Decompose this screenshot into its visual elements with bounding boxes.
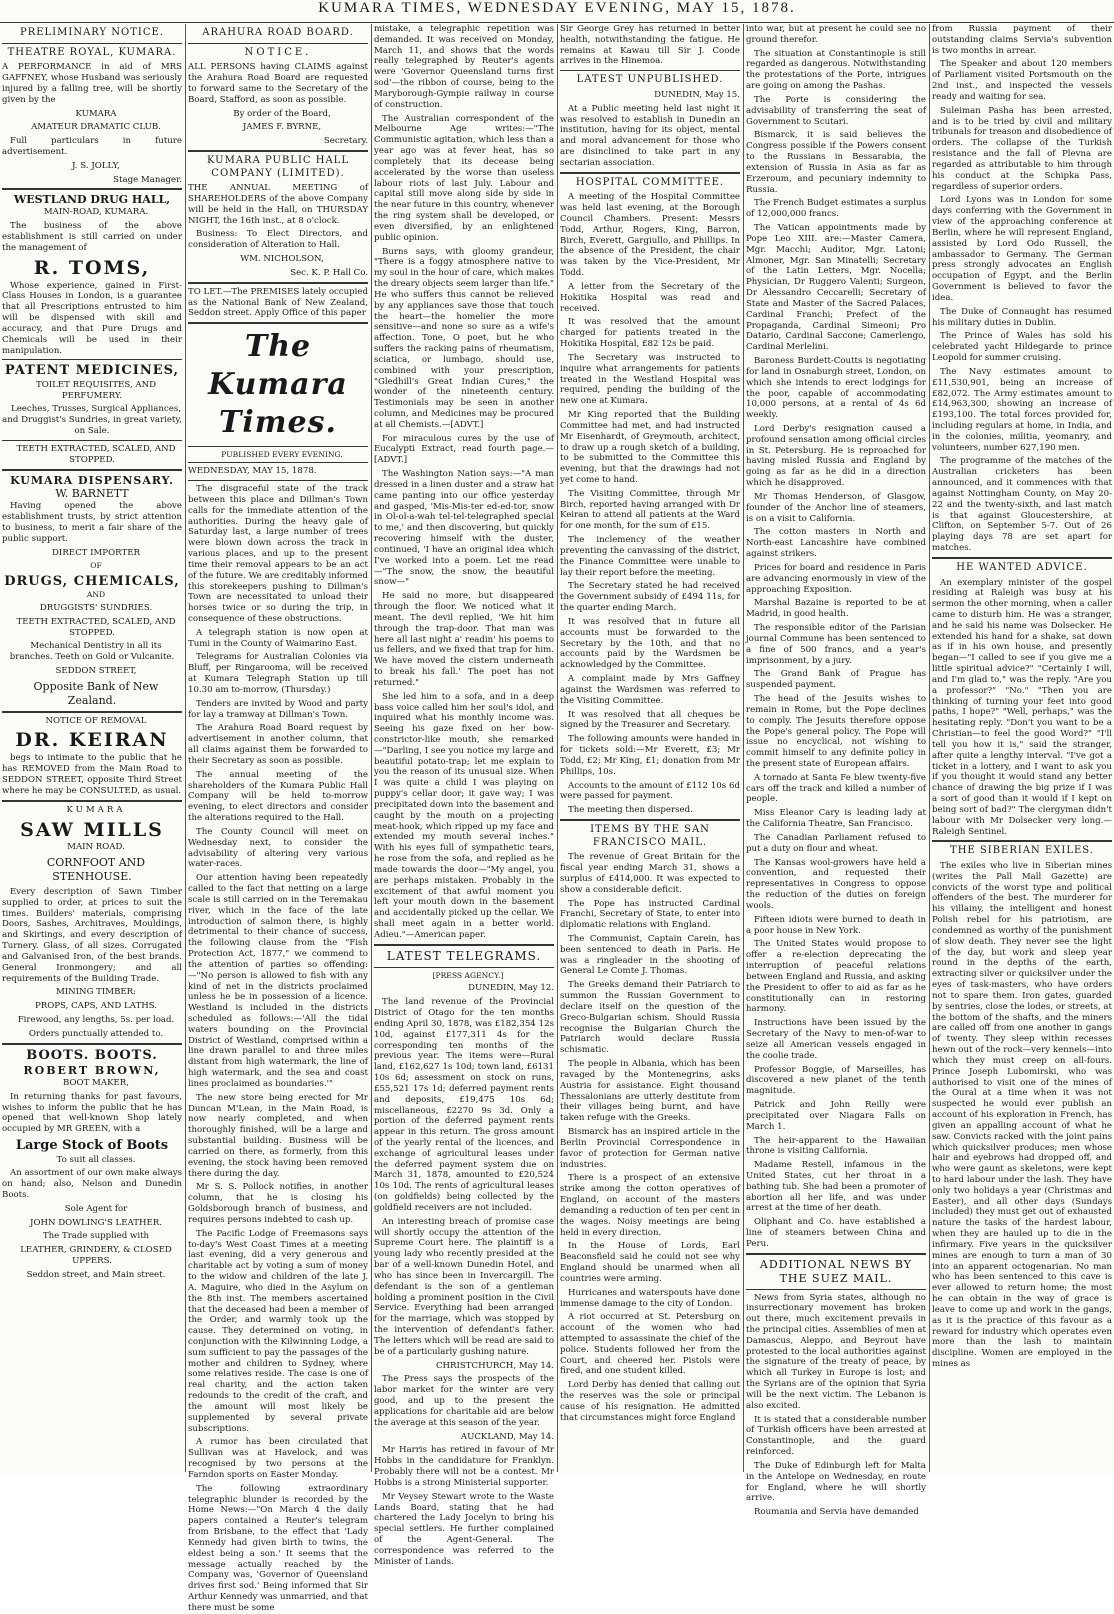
ad-heading: R. TOMS, <box>33 256 151 279</box>
column-4 <box>560 24 740 1472</box>
article-paragraph: The Prince of Wales has sold his celebrated yacht Hildegarde to prince Leopold for summer cruising. <box>932 331 1112 364</box>
ad-body: Full particulars in future advertisement. <box>2 136 182 157</box>
article-paragraph: The Press says the prospects of the labor market for the winter are very good, and up to the present the applications for charitable aid are below the average at this season of the year. <box>374 1374 554 1428</box>
ad-text: DIRECT IMPORTER <box>52 547 140 558</box>
ad-text: To suit all classes. <box>56 1154 136 1165</box>
ad-body: In returning thanks for past favours, wishes to inform the public that he has opened that well-known Shop lately occupied by MR GREEN, with a <box>2 1091 182 1135</box>
article-paragraph: The disgraceful state of the track between this place and Dillman's Town calls for the immediate attention of the authorities. During the heavy gale of Saturday last, a large number of trees were blown down across the track in various places, and up to the present time their removal appears to be an act of the future. We are creditably informed this storekeepers pushing to Dillman's Town are necessitated to unload their horses twice or so during the trip, in consequence of these obstructions. <box>188 484 368 624</box>
ad-body: Whose experience, gained in First-Class Houses in London, is a guarantee that all Prescriptions entrusted to him will be dispensed with skill and accuracy, and that Pure Drugs and Chemicals will be used in their manipulation. <box>2 280 182 356</box>
article-paragraph: A tornado at Santa Fe blew twenty-five cars off the track and killed a number of people. <box>746 772 926 805</box>
article-paragraph: Accounts to the amount of £112 10s 6d were passed for payment. <box>560 780 740 802</box>
column-rule <box>557 24 558 1472</box>
article-paragraph: The following amounts were handed in for tickets sold:—Mr Everett, £3; Mr Todd, £2; Mr King, £1; donation from Mr Phillips, 10s. <box>560 734 740 777</box>
ad-text: By order of the Board, <box>233 108 331 119</box>
article-paragraph: mistake, a telegraphic repetition was demanded. It was received on Monday, March 11, and shows that the words really telegraphed by Reuter's agents were 'Governor Queensland turns first sod'—the ribbon of course, being to the Maryborough-Gympie railway in course of construction. <box>374 24 554 110</box>
ad-body: Business: To Elect Directors, and consideration of Alteration to Hall. <box>188 229 368 251</box>
ad-text: MAIN-ROAD, KUMARA. <box>43 207 149 218</box>
ad-heading: DRUGS, CHEMICALS, <box>4 573 180 589</box>
article-paragraph: The French Budget estimates a surplus of 12,000,000 francs. <box>746 198 926 220</box>
article-paragraph: The responsible editor of the Parisian journal Commune has been sentenced to a fine of 500 francs, and a year's imprisonment, by a jury. <box>746 623 926 666</box>
section-heading: LATEST TELEGRAMS. <box>386 948 542 963</box>
ad-text: LEATHER, GRINDERY, & CLOSED UPPERS. <box>20 1245 172 1267</box>
article-paragraph: The Kansas wool-growers have held a convention, and requested their representatives in Congress to oppose the reduction of the duties on foreign wools. <box>746 857 926 911</box>
article-paragraph: The heir-apparent to the Hawaiian throne is visiting California. <box>746 1135 926 1157</box>
article-paragraph: He said no more, but disappeared through the floor. We noticed what it meant. The devil replied, 'We hit him through the trap-door. That man was here all last night a' readin' his poems to us fellers, and we fixed that trap for him. We have moved the cistern underneath to break his fall.' The poet has not returned." <box>374 591 554 688</box>
article-paragraph: Mr Harris has retired in favour of Mr Hobbs in the candidature for Franklyn. Probably there will not be a contest. Mr Hobbs is a strong Ministerial supporter. <box>374 1445 554 1488</box>
article-paragraph: Hurricanes and waterspouts have done immense damage to the city of London. <box>560 1287 740 1309</box>
page-header: KUMARA TIMES, WEDNESDAY EVENING, MAY 15, 1878. <box>0 0 1114 23</box>
article-paragraph: The annual meeting of the shareholders of the Kumara Public Hall Company will be held to-morrow evening, to elect directors and consider the alterations required to the Hall. <box>188 769 368 824</box>
ad-text: BOOT MAKER, <box>63 1077 129 1088</box>
ad-heading: PATENT MEDICINES, <box>4 363 180 379</box>
ad-signature: Secretary. <box>323 136 368 147</box>
ad-body: THE ANNUAL MEETING of SHAREHOLDERS of the above Company will be held in the Hall, on THURSDAY NIGHT, the 16th inst., at 8 o'clock. <box>188 183 368 226</box>
column-6 <box>932 24 1112 1472</box>
dateline: AUCKLAND, May 14. <box>460 1431 554 1442</box>
ad-body: Leeches, Trusses, Surgical Appliances, and Druggist's Sundries, in great variety, on Sale. <box>2 404 182 437</box>
ad-heading: Large Stock of Boots <box>15 1138 169 1154</box>
ad-body: A PERFORMANCE in aid of MRS GAFFNEY, whose Husband was seriously injured by a falling tree, will be shortly given by the <box>2 62 182 105</box>
article-paragraph: A riot occurred at St. Petersburg on account of the women who had attempted to assassinate the chief of the police. Students followed her from the Court, and cheered her. Pistols were fired, and one student killed. <box>560 1312 740 1377</box>
ad-text: Sole Agent for <box>64 1203 128 1214</box>
column-rule <box>185 24 186 1472</box>
article-paragraph: The Arahura Road Board request by advertisement in another column, that all claims against them be forwarded to their Secretary as soon as possible. <box>188 723 368 766</box>
section-heading: ADDITIONAL NEWS BY THE SUEZ MAIL. <box>759 1257 913 1285</box>
article-paragraph: Lord Derby has denied that calling out the reserves was the sole or principal cause of his resignation. He admitted that circumstances might force England <box>560 1380 740 1423</box>
article-paragraph: from Russia payment of their outstanding claims Servia's subvention is two months in arrear. <box>932 24 1112 56</box>
dateline: CHRISTCHURCH, May 14. <box>435 1360 554 1371</box>
ad-heading: THEATRE ROYAL, KUMARA. <box>7 46 177 58</box>
ad-body: ALL PERSONS having CLAIMS against the Arahura Road Board are requested to forward same to the Secretary of the Board, Stafford, as soon as possible. <box>188 62 368 105</box>
article-paragraph: Telegrams for Australian Colonies via Bluff, per Ringarooma, will be received at Kumara Telegraph Station up till 10.30 am to-morrow, (Thursday.) <box>188 652 368 695</box>
article-paragraph: News from Syria states, although no insurrectionary movement has broken out there, much excitement prevails in the principal cities. Assemblies of men at Damascus, Aleppo, and Beyrout have protested to the local authorities against the signature of the treaty of peace, by which all Turkey in Europe is lost; and the Syrians are of the opinion that Syria will be the next victim. The Lebanon is also excited. <box>746 1292 926 1411</box>
article-paragraph: The new store being erected for Mr Duncan M'Lean, in the Main Road, is now nearly completed, and when thoroughly finished, will be a large and substantial building. Business will be carried on there, as formerly, from this evening, the stock having been removed there during the day. <box>188 1092 368 1179</box>
article-paragraph: A letter from the Secretary of the Hokitika Hospital was read and received. <box>560 281 740 314</box>
article-paragraph: The exiles who live in Siberian mines (writes the Pall Mall Gazette) are convicts of the worst type and political offenders of the best. The murderer for his villainy, the intelligent and honest Polish rebel for his patriotism, are condemned as worthy of the punishment of slow death. They never see the light of the day, but work and sleep year round in the depths of the earth, extracting silver or quicksilver under the eyes of task-masters, who have orders not to spare them. Iron gates, guarded by sentries, close the lodes, or streets, at the bottom of the shafts, and the miners are called off from one another in gangs of twenty. They sleep within recesses hewn out of the rock—very kennels—into which they must creep on all-fours. Prince Joseph Lubomirski, who was authorised to visit one of the mines of the Oural at a time when it was not suspected he would ever publish an account of his exploration in French, has given an appalling account of what he saw. Convicts racked with the joint pains which quicksilver produces; men whose hair and eyebrows had dropped off, and who were gaunt as skeletons, were kept to hard labour under the lash. They have only two holidays a year (Christmas and Easter), and all other days (Sundays included) they must get out of exhausted nature the tasks of the hardest labour, when they are hauled up to die in the infirmary. Five years in the quicksilver mines are enough to turn a man of 30 into an apparent octogenarian. No man who has been sentenced to this cave is ever allowed to return home; the most he can obtain in the way of grace is leave to come up and work in the gangs, as it is the practice of this favour as a reward for industry which operates even more than the lash to maintain discipline. Women are employed in the mines as <box>932 860 1112 1370</box>
article-paragraph: Professor Boggie, of Marseilles, has discovered a new planet of the tenth magnitude. <box>746 1064 926 1097</box>
article-paragraph: The Navy estimates amount to £11,530,901, being an increase of £82,072. The Army estimates amount to £14,963,300, showing an increase of £193,100. The total forces provided for, including regulars at home, in India, and in the colonies, militia, yeomanry, and volunteers, number 627,190 men. <box>932 366 1112 453</box>
article-paragraph: The Communist, Captain Carein, has been sentenced to death in Paris. He was a ringleader in the shooting of General Le Comte J. Thomas. <box>560 934 740 977</box>
ad-text: AMATEUR DRAMATIC CLUB. <box>31 122 161 133</box>
ad-heading: CORNFOOT AND STENHOUSE. <box>46 856 146 884</box>
article-paragraph: In the House of Lords, Earl Beaconsfield said he could not see why England should be unarmed when all countries were arming. <box>560 1241 740 1284</box>
ad-heading: ARAHURA ROAD BOARD. <box>202 27 354 38</box>
article-paragraph: The Grand Bank of Prague has suspended payment. <box>746 669 926 691</box>
ad-heading: NOTICE OF REMOVAL <box>45 715 147 726</box>
ad-text: TOILET REQUISITES, AND PERFUMERY. <box>36 379 156 401</box>
article-paragraph: The Canadian Parliament refused to put a duty on flour and wheat. <box>746 832 926 854</box>
column-rule <box>371 24 372 1472</box>
article-paragraph: Mr King reported that the Building Committee had met, and had instructed Mr Eisenhardt, of Greymouth, architect, to draw up a rough sketch of a building, to be submitted to the Committee this evening, but that the drawings had not yet come to hand. <box>560 410 740 485</box>
dateline: DUNEDIN, May 12. <box>468 983 554 994</box>
article-paragraph: The Visiting Committee, through Mr Birch, reported having arranged with Dr Keiran to attend all patients at the Ward for one month, for the sum of £15. <box>560 488 740 532</box>
article-paragraph: At a Public meeting held last night it was resolved to establish in Dunedin an institution, having for its object, mental and moral advancement for those who are disinclined to take part in any sectarian association. <box>560 103 740 168</box>
section-heading: LATEST UNPUBLISHED. <box>576 74 724 86</box>
article-paragraph: The land revenue of the Provincial District of Otago for the ten months ending April 30, 1878, was £182,354 12s 10d, against £177,311 4s for the corresponding ten months of the previous year. The items were—Rural land, £162,627 1s 10d; town land, £6131 10s 6d; assessment on stock on runs, £55,521 17s 1d; deferred payment rents and deposits, £19,475 10s 6d; miscellaneous, £2270 9s 3d. Only a portion of the deferred payment rents appear in this return. The gross amount of the yearly rental of the licences, and exchange of agricultural leases under the deferred payment system due on March 31, 1878, amounted to £20,524 10s 10d. The rents of agricultural leases (on goldfields) being collected by the goldfield receivers are not included. <box>374 997 554 1213</box>
ad-body: The business of the above establishment is still carried on under the management of <box>2 221 182 253</box>
ad-signature: Stage Manager. <box>113 174 182 185</box>
article-paragraph: The Pacific Lodge of Freemasons says to-day's West Coast Times at a meeting last evening, did a very generous and charitable act by voting a sum of money to the widow and children of the late J. A. Maguire, who died in the Asylum on the 8th inst. The members ascertained that the deceased had been a member of the Order, and warmly took up the cause. They determined on voting, in conjunction with the Kilwinning Lodge, a sum sufficient to pay the passages of the mother and children to Sydney, where some relatives reside. The case is one of real charity, and the action taken redounds to the credit of the craft, and the amount will most likely be supplemented by several private subscriptions. <box>188 1228 368 1434</box>
article-paragraph: Lord Derby's resignation caused a profound sensation among official circles in St. Petersburg. He is reproached for having misled Russia and England by going as far as he did in a direction which he disapproved. <box>746 423 926 489</box>
ad-text: Firewood, any lengths, 5s. per load. <box>17 1015 175 1026</box>
article-paragraph: She led him to a sofa, and in a deep bass voice called him her soul's idol, and inquired what his monthly income was. Seeing his gaze fixed on her bow-constrictor-like mouth, she remarked—"Darling, I see you notice my large and beautiful potato-trap; let me explain to you the reason of its unusual size. When I was quite a child I was playing on puppy's cellar door; it gave way; I was precipitated down into the basement and caught by the mouth on a projecting meat-hook, which ripped up my face and extended my mouth several inches." With his eyes full of sympathetic tears, he rose from the sofa, and replied as he made towards the door—"My angel, you are perhaps mistaken. Probably in the excitement of that awful moment you left your mouth down in the basement and accidentally picked up the cellar. We shall meet again in a better world. Adieu."—American paper. <box>374 691 554 940</box>
ad-signature: Sec. K. P. Hall Co. <box>290 267 368 278</box>
article-paragraph: The Duke of Edinburgh left for Malta in the Antelope on Wednesday, en route for England, where he will shortly arrive. <box>746 1460 926 1504</box>
article-paragraph: Lord Lyons was in London for some days conferring with the Government in view of the approaching conference at Berlin, where he will represent England, assisted by Lord Odo Russell, the ambassador to Germany. The German press strongly advocates an English occupation of Egypt, and the Berlin Government is believed to favor the idea. <box>932 195 1112 303</box>
article-paragraph: It was resolved that all cheques be signed by the Treasurer and Secretary. <box>560 709 740 731</box>
article-paragraph: Tenders are invited by Wood and party for lay a tramway at Dillman's Town. <box>188 698 368 720</box>
article-paragraph: Madame Restell, infamous in the United States, cut her throat in a bathing tub. She had been a promoter of abortion all her life, and was under arrest at the time of her death. <box>746 1160 926 1214</box>
article-paragraph: Suleiman Pasha has been arrested, and is to be tried by civil and military tribunals for treason and disobedience of orders. The collapse of the Turkish resistance and the fall of Plevna are regarded as attributable to him through his conduct at the Schipka Pass, regardless of superior orders. <box>932 105 1112 192</box>
article-paragraph: Mr S. S. Pollock notifies, in another column, that he is closing his Goldsborough branch of business, and requires persons indebted to cash up. <box>188 1182 368 1225</box>
article-paragraph: The head of the Jesuits wishes to remain in Rome, but the Pope declines to comply. The Jesuits therefore oppose the Pope's general policy. The Pope will issue no encyclical, not wishing to commit himself to any definite policy in the present state of European affairs. <box>746 694 926 769</box>
ad-text: DRUGGISTS' SUNDRIES. <box>39 602 153 613</box>
ad-text: SEDDON STREET, <box>55 666 137 677</box>
article-paragraph: The meeting then dispersed. <box>568 805 693 816</box>
article-paragraph: The inclemency of the weather preventing the canvassing of the district, the Finance Committee were unable to lay their report before the meeting. <box>560 535 740 578</box>
ad-text: OF <box>90 561 102 571</box>
article-paragraph: A rumor has been circulated that Sullivan was at Havelock, and was recognised by two persons at the Farndon sports on Easter Monday. <box>188 1437 368 1480</box>
article-paragraph: It was resolved that in future all accounts must be forwarded to the Secretary by the 10th, and that no accounts paid by the Wardsmen be acknowledged by the Committee. <box>560 616 740 671</box>
section-heading: HE WANTED ADVICE. <box>956 561 1088 573</box>
article-paragraph: The County Council will meet on Wednesday next, to consider the advisability of altering very various water-races. <box>188 826 368 870</box>
ad-heading: BOOTS. BOOTS. <box>26 1047 158 1063</box>
masthead-subtitle: PUBLISHED EVERY EVENING. <box>221 449 343 459</box>
article-paragraph: The revenue of Great Britain for the fiscal year ending March 31, shows a surplus of £414,000. It was expected to show a considerable deficit. <box>560 852 740 895</box>
article-paragraph: The Greeks demand their Patriarch to summon the Russian Government to declare itself on the question of the Greco-Bulgarian schism. Should Russia recognise the Bulgarian Church the Patriarch would declare Russia schismatic. <box>560 980 740 1056</box>
ad-signature: JAMES F. BYRNE, <box>242 122 322 133</box>
ad-body: TO LET.—The PREMISES lately occupied as the National Bank of New Zealand, Seddon street. Apply Office of this paper <box>188 286 368 319</box>
article-paragraph: Instructions have been issued by the Secretary of the Navy to men-of-war to seize all American vessels engaged in the coolie trade. <box>746 1018 926 1061</box>
ad-text: KUMARA <box>66 804 126 815</box>
article-paragraph: Our attention having been repeatedly called to the fact that netting on a large scale is still carried on in the Teremakau river, which in the face of the late introduction of salmon there, is highly detrimental to their chance of success, the following clause from the "Fish Protection Act, 1877," we commend to the attention of parties so offending:—"No person is allowed to fish with any kind of net in the districts proclaimed unless he be in possession of a licence. Westland is included in the districts scheduled as follows:—'All the tidal waters bounding on the Provincial District of Westland, comprised within a line drawn parallel to and three miles distant from high watermark, the line of high watermark, and the sea and coast lines proclaimed as boundaries.'" <box>188 873 368 1089</box>
article-paragraph: The Washington Nation says:—"A man dressed in a linen duster and a straw hat came panting into our office yesterday and gasped, 'Mis-Mis-ter ed-ed-tor, snow in Ol-ol-a-wah tel-tel-telegraphed special to me,' and then discovering, but quickly recovering himself with the duster, continued, 'I have an original idea which I've worked into a poem. Let me read—"The snow, the snow, the beautiful snow—" <box>374 469 554 588</box>
ad-heading: WESTLAND DRUG HALL, <box>13 193 171 207</box>
ad-signature: WM. NICHOLSON, <box>240 254 324 265</box>
article-paragraph: The Duke of Connaught has resumed his military duties in Dublin. <box>932 306 1112 328</box>
article-paragraph: The United States would propose to offer a re-election deprecating the interruption of peaceful relations between England and Russia, and asking the President to offer to aid as far as he constitutionally can in restoring harmony. <box>746 939 926 1015</box>
article-paragraph: An exemplary minister of the gospel residing at Raleigh was busy at his sermon the other morning, when a caller came to disturb him. He was a stranger, and he said his name was Dolsecker. He extended his hand for a shake, sat down as if in his own house, and presently began—"I called to see if you give me a little spiritual advice?" "Certainly I will, and I'm glad to," was the reply. "Are you a professor?" "No." "Then you are thinking of turning your feet into good paths, I hope?" "Well, perhaps," was the hesitating reply. "Don't you want to be a Christian—to feel the good Word?" "I'll tell you how it is," said the stranger, after quite a lengthy interval. "I've got a ticket in a lottery, and I want to ask you if you thought it would stand any better chance of drawing the big prize if I was a sort of good than it would if I kept on being sort of bad?" The clergyman didn't labour with Mr Dolsecker very long.—Raleigh Sentinel. <box>932 577 1112 837</box>
ad-body: begs to intimate to the public that he has REMOVED from the Main Road to SEDDON STREET, opposite Third Street where he may be CONSULTED, as usual. <box>2 753 182 796</box>
issue-date: WEDNESDAY, MAY 15, 1878. <box>188 466 317 477</box>
ad-text: MINING TIMBER: <box>55 987 137 998</box>
article-paragraph: into war, but at present he could see no ground therefor. <box>746 24 926 45</box>
section-subheading: [PRESS AGENCY.] <box>432 970 504 980</box>
ad-text: TEETH EXTRACTED, SCALED, AND STOPPED. <box>16 616 176 638</box>
ad-text: MAIN ROAD. <box>67 842 125 853</box>
ad-heading: SAW MILLS <box>20 818 164 841</box>
masthead: The Kumara Times. <box>208 329 348 440</box>
article-paragraph: The programme of the matches of the Australian cricketers has been announced, and it commences with that against Nottingham County, on May 20-22 and the twenty-sixth, and last match is that against Gloucestershire, at Clifton, on September 5-7. Out of 26 playing days 78 are set apart for matches. <box>932 456 1112 554</box>
ad-signature: J. S. JOLLY, <box>72 160 120 171</box>
column-3 <box>374 24 554 1567</box>
column-2 <box>188 24 368 1613</box>
ad-body: Having opened the above establishment trusts, by strict attention to business, to merit a fair share of the public support. <box>2 501 182 544</box>
ad-heading: PRELIMINARY NOTICE. <box>19 27 164 38</box>
ad-heading: DR. KEIRAN <box>15 729 169 752</box>
section-heading: THE SIBERIAN EXILES. <box>950 845 1094 857</box>
article-paragraph: A complaint made by Mrs Gaffney against the Wardsmen was referred to the Visiting Committee. <box>560 674 740 706</box>
ad-heading: KUMARA DISPENSARY. <box>10 473 174 487</box>
article-paragraph: Sir George Grey has returned in better health, notwithstanding the fatigue. He remains at Kawau till Sir J. Coode arrives in the Hinemoa. <box>560 24 740 67</box>
ad-heading: ROBERT BROWN, <box>23 1064 161 1078</box>
ad-text: PROPS, CAPS, AND LATHS. <box>34 1001 158 1012</box>
article-paragraph: It is stated that a considerable number of Turkish officers have been arrested at Constantinople, and the guard reinforced. <box>746 1414 926 1458</box>
ad-heading: NOTICE. <box>244 46 312 58</box>
article-paragraph: The Australian correspondent of the Melbourne Age writes:—"The Communistic agitation, which less than a year ago was at fever heat, has so completely that its decease being accelerated by the worse than useless labour riots of last July. Labour and capital still move along side by side in the near future in this country, whenever the ring system shall be developed, or even diversified, by an enlightened public opinion. <box>374 113 554 243</box>
article-paragraph: Mr Thomas Henderson, of Glasgow, founder of the Anchor line of steamers, is on a visit to California. <box>746 491 926 524</box>
article-paragraph: Mr Veysey Stewart wrote to the Waste Lands Board, stating that he had chartered the Lady Jocelyn to bring his special settlers. He further complained of the Agent-General. The correspondence was referred to the Minister of Lands. <box>374 1491 554 1567</box>
article-paragraph: The Secretary stated he had received the Government subsidy of £494 11s, for the quarter ending March. <box>560 581 740 614</box>
article-paragraph: There is a prospect of an extensive strike among the cotton operatives of England, on account of the masters demanding a reduction of ten per cent in the wages. Noisy meetings are being held in every direction. <box>560 1173 740 1238</box>
dateline: DUNEDIN, May 15. <box>654 89 740 100</box>
article-paragraph: The Vatican appointments made by Pope Leo XIII. are:—Master Camera, Mgr. Macchi; Auditor, Mgr. Latoni; Almoner, Mgr. San Minatelli; Secretary of the Latin Letters, Mgr. Nocella; Physician, Dr Ruggero Valenti; Surgeon, Dr Alessandro Ceccarelli; Secretary of State and Master of the Sacred Palaces, Cardinal Franchi; Prefect of the Propaganda, Cardinal Simeoni; Pro Datario, Cardinal Saccone; Camerlengo, Cardinal Merlelini. <box>746 223 926 353</box>
article-paragraph: The people in Albania, which has been ravaged by the Montenegrins, asks Austria for assistance. Eight thousand Thessalonians are utterly destitute from their villages being burnt, and have taken refuge with the Greeks. <box>560 1059 740 1124</box>
ad-heading: KUMARA PUBLIC HALL COMPANY (LIMITED). <box>207 154 349 179</box>
ad-text: KUMARA <box>75 108 117 119</box>
article-paragraph: Bismarck has an inspired article in the Berlin Provincial Correspondence in favor of protection for German native industries. <box>560 1127 740 1170</box>
article-paragraph: The Secretary was instructed to inquire what arrangements for patients treated in the Westland Hospital was required, pending the building of the new one at Kumara. <box>560 352 740 407</box>
article-paragraph: A meeting of the Hospital Committee was held last evening, at the Borough Council Chambers. Present: Messrs Todd, Arthur, Rogers, King, Barron, Birch, Everett, Gargiullo, and Phillips. In the absence of the President, the chair was taken by the Vice-President, Mr Todd. <box>560 192 740 279</box>
ad-text: TEETH EXTRACTED, SCALED, AND STOPPED. <box>16 443 176 465</box>
ad-text: Opposite Bank of New Zealand. <box>33 679 159 707</box>
article-paragraph: The Speaker and about 120 members of Parliament visited Portsmouth on the 2nd inst., and inspected the vessels ready and waiting for sea. <box>932 59 1112 102</box>
ad-text: Seddon street, and Main street. <box>26 1269 166 1280</box>
article-paragraph: Marshal Bazaine is reported to be at Madrid, in good health. <box>746 598 926 620</box>
ad-body: An assortment of our own make always on hand; also, Nelson and Dunedin Boots. <box>2 1168 182 1200</box>
article-paragraph: Miss Eleanor Cary is leading lady at the California Theatre, San Francisco. <box>746 808 926 830</box>
section-heading: ITEMS BY THE SAN FRANCISCO MAIL. <box>590 824 710 848</box>
column-rule <box>929 24 930 1472</box>
ad-text: JOHN DOWLING'S LEATHER. <box>30 1217 162 1228</box>
article-paragraph: Fifteen idiots were burned to death in a poor house in New York. <box>746 914 926 936</box>
article-paragraph: An interesting breach of promise case will shortly occupy the attention of the Supreme Court here. The plaintiff is a young lady who recently presided at the bar of a well-known Dunedin Hotel, and who has since been in Invercargill. The defendant is the son of a gentleman holding a prominent position in the Civil Service. Everything had been arranged for the marriage, which was stopped by the intervention of defendant's father. The letters which will be read are said to be of a particularly gushing nature. <box>374 1216 554 1357</box>
article-paragraph: The situation at Constantinople is still regarded as dangerous. Notwithstanding the protestations of the Porte, intrigues are going on among the Pashas. <box>746 48 926 92</box>
article-paragraph: For miraculous cures by the use of Eucalypti Extract, read fourth page.—[ADVT.] <box>374 433 554 466</box>
article-paragraph: Burns says, with gloomy grandeur, "There is a foggy atmosphere native to my soul in the hour of care, which makes the dreary objects seem larger than life." He who suffers thus cannot be relieved by any appliances save those that touch the heart—the homelier the more sensitive—and none so sure as a wife's affection. Tone, O poet, but he who suffers the racking pains of rheumatism, sciatica, or lumbago, should use, combined with your prescription, "Gledhill's Great Indian Cures," the wonder of the nineteenth century. Testimonials may be seen in another column, and Medicines may be procured at all Chemists.—[ADVT.] <box>374 246 554 430</box>
article-paragraph: The Pope has instructed Cardinal Franchi, Secretary of State, to enter into diplomatic relations with England. <box>560 898 740 931</box>
ad-text: Orders punctually attended to. <box>28 1028 164 1039</box>
ad-heading: W. BARNETT <box>55 487 129 501</box>
article-paragraph: Prices for board and residence in Paris are advancing enormously in view of the approaching Exposition. <box>746 562 926 595</box>
column-rule <box>743 24 744 1472</box>
ad-body: Every description of Sawn Timber supplied to order, at prices to suit the times. Builders' materials, comprising Doors, Sashes, Architraves, Mouldings, and Skirtings, and every description of Turnery. Glass, of all sizes. Corrugated and Galvanised Iron, of the best brands. General Ironmongery; and all requirements of the Building Trade. <box>2 886 182 984</box>
ad-body: Mechanical Dentistry in all its branches. Teeth on Gold or Vulcanite. <box>9 641 175 663</box>
article-paragraph: Baroness Burdett-Coutts is negotiating for land in Osnaburgh street, London, on which she intends to erect lodgings for the poor, capable of accommodating 10,000 persons, at a rental of 4s 6d weekly. <box>746 356 926 421</box>
article-paragraph: Roumania and Servia have demanded <box>754 1507 919 1518</box>
article-paragraph: It was resolved that the amount charged for patients treated in the Hokitika Hospital, £82 12s be paid. <box>560 317 740 350</box>
article-paragraph: The cotton masters in North and North-east Lancashire have combined against strikers. <box>746 527 926 560</box>
article-paragraph: Oliphant and Co. have established a line of steamers between China and Peru. <box>746 1217 926 1249</box>
article-paragraph: The following extraordinary telegraphic blunder is recorded by the Home News:—"On March 4 the daily papers contained a Reuter's telegram from Brisbane, to the effect that 'Lady Kennedy had given birth to twins, the eldest being a son.' It seems that the message actually reached by the Company was, 'Governor of Queensland drives first sod.' Being informed that Sir Arthur Kennedy was unmarried, and that there must be some <box>188 1483 368 1613</box>
ad-text: AND <box>86 590 106 600</box>
article-paragraph: Bismarck, it is said believes the Congress possible if the Powers consent to the Russians in Bessarabia, the extension of Russia in Asia as far as Erzeroum, and pecuniary indemnity to Russia. <box>746 130 926 195</box>
ad-text: The Trade supplied with <box>42 1231 150 1242</box>
column-5 <box>746 24 926 1518</box>
article-paragraph: Patrick and John Reilly were precipitated over Niagara Falls on March 1. <box>746 1100 926 1132</box>
column-1 <box>2 24 182 1472</box>
article-paragraph: A telegraph station is now open at Tumi in the County of Waimarino East. <box>188 627 368 649</box>
section-heading: HOSPITAL COMMITTEE. <box>575 176 725 188</box>
article-paragraph: The Porte is considering the advisability of transferring the seat of Government to Scutari. <box>746 94 926 127</box>
